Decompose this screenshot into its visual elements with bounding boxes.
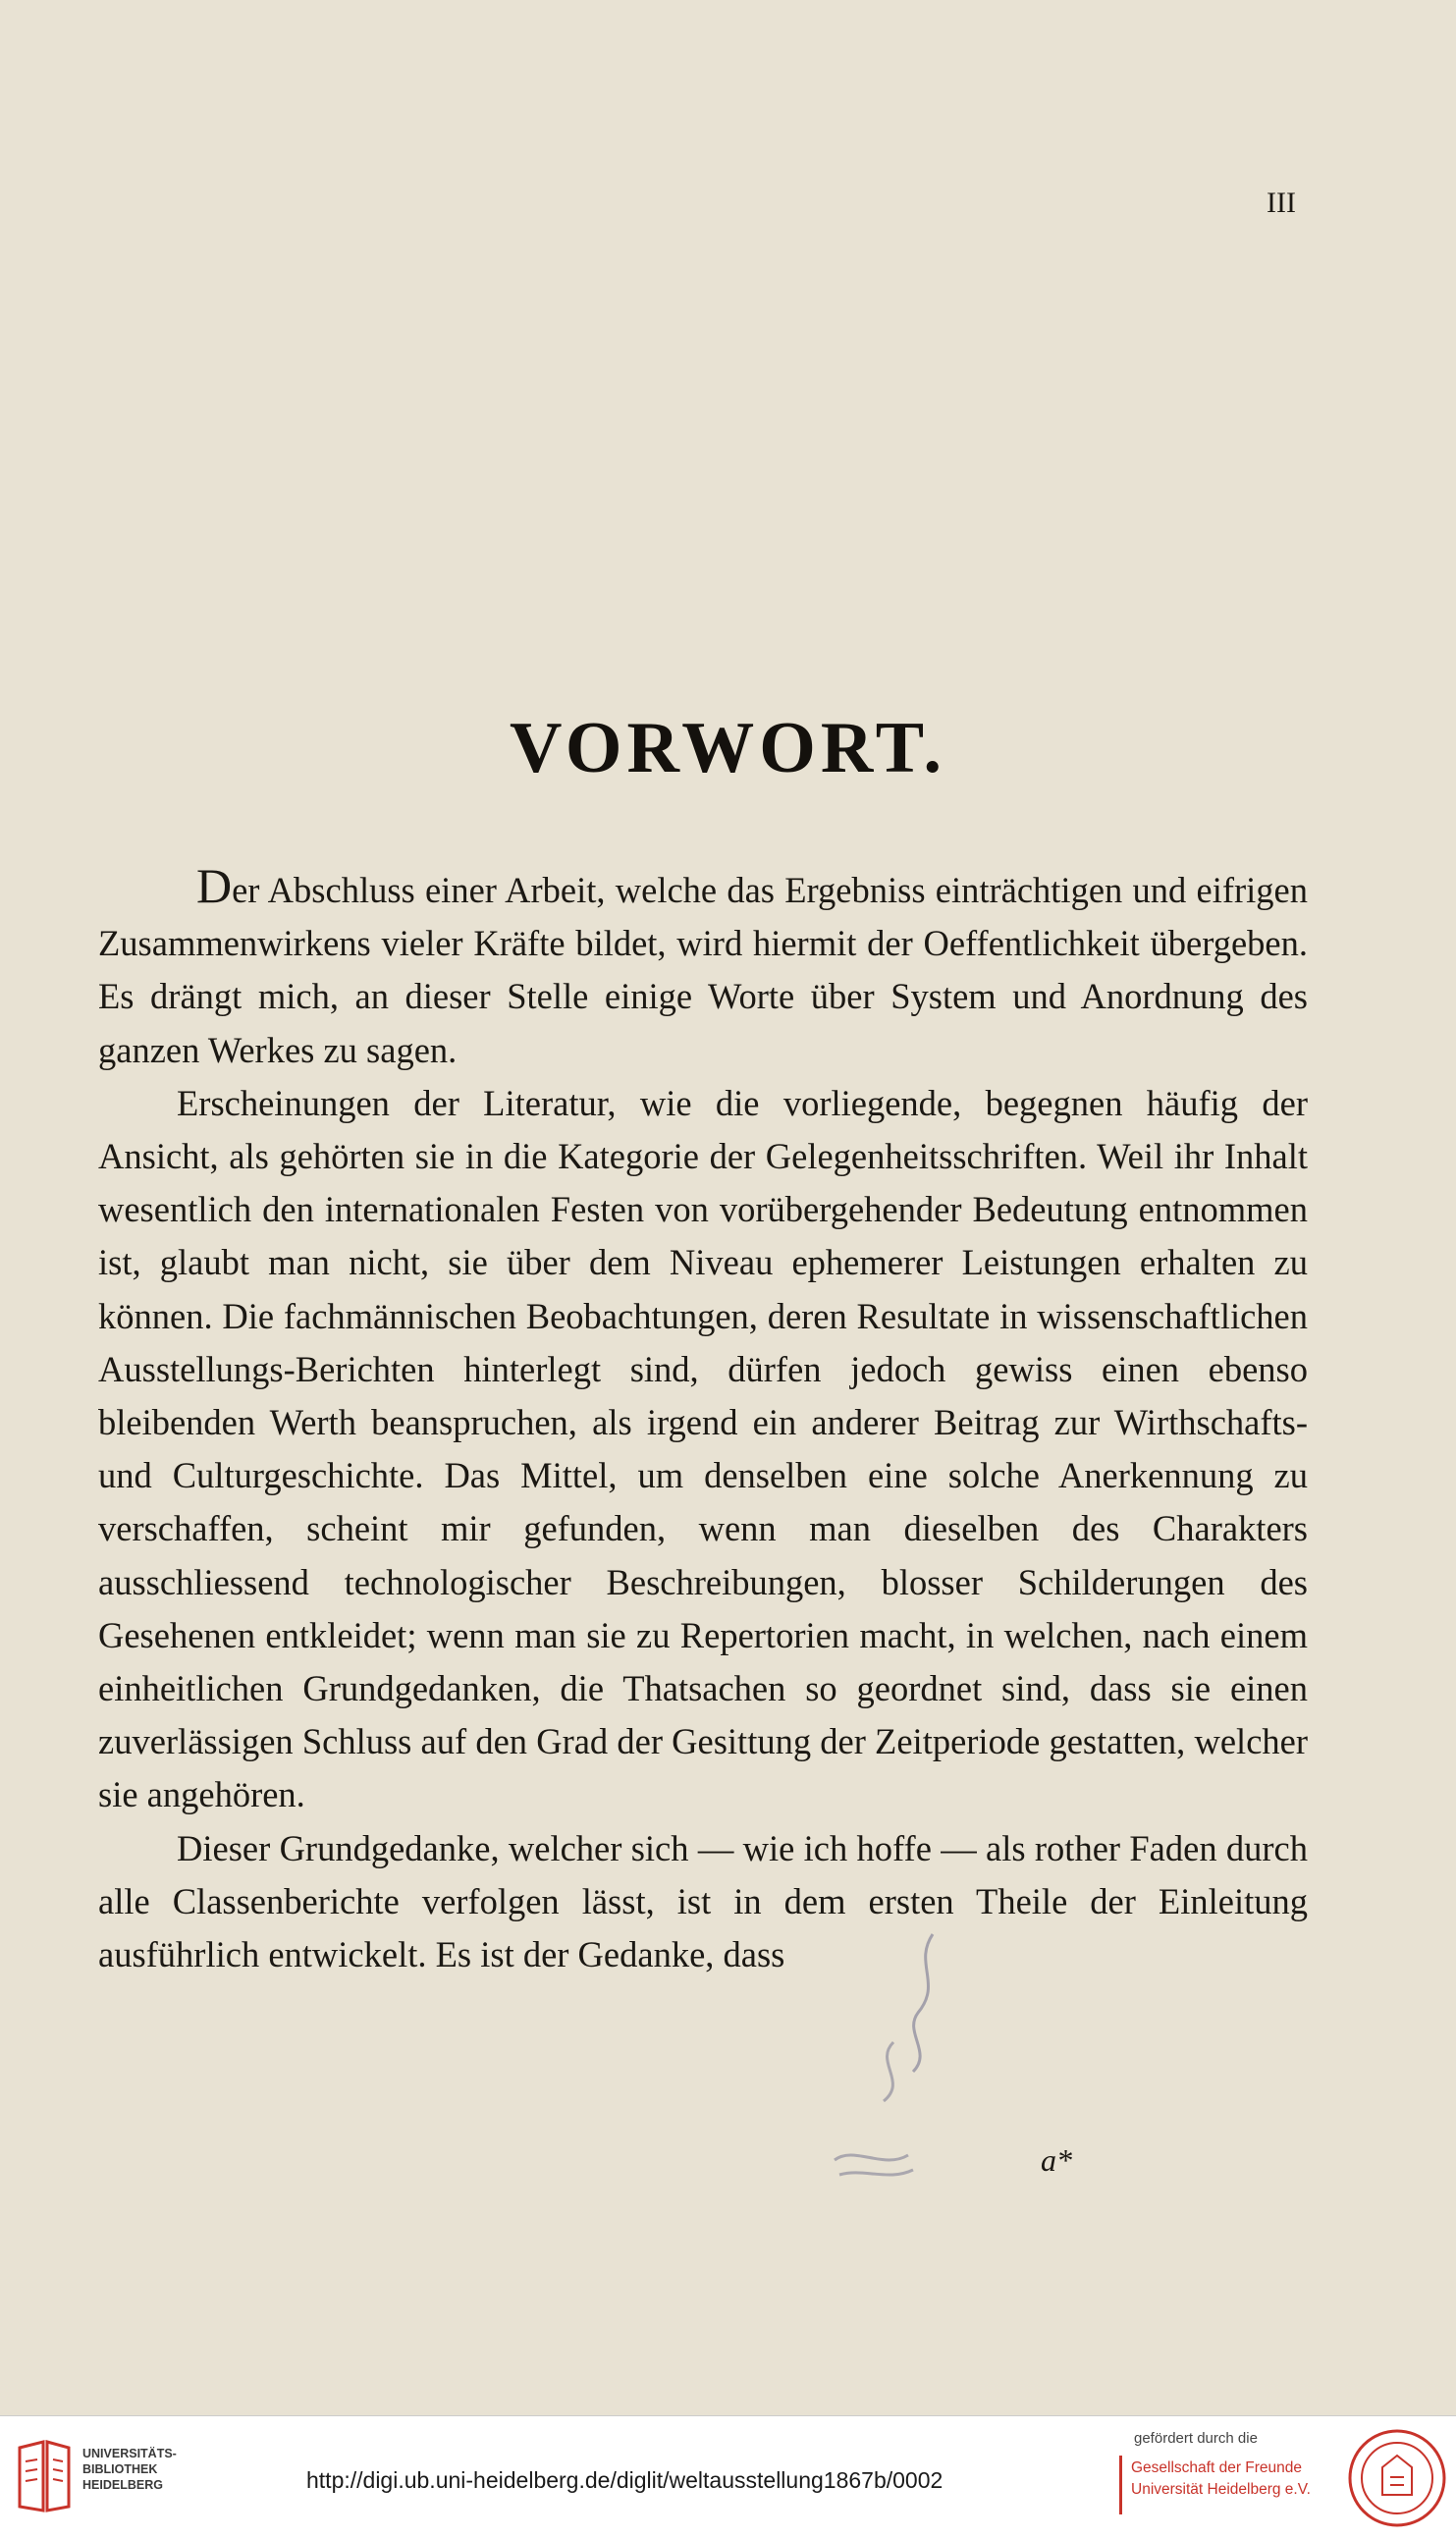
paragraph [98,1822,1308,1982]
handwritten-stamp-mark [815,1924,962,2199]
footer-bar [0,2415,1456,2539]
paragraph [98,1077,1308,1822]
paragraph-text: Erscheinungen der Literatur, wie die vorliegende, begegnen häufig der Ansicht, als gehörten sie in die Kategorie der Gelegenheitsschriften. Weil ihr Inhalt wesentlich den internationalen Festen von vorübergehender Bedeutung entnommen ist, glaubt man nicht, sie über dem Niveau ephemerer Leistungen erhalten zu können. Die fachmännischen Beobachtungen, deren Resultate in wissenschaftlichen Ausstellungs-Berichten hinterlegt sind, dürfen jedoch gewiss einen ebenso bleibenden Werth beanspruchen, als irgend ein anderer Beitrag zur Wirthschafts- und Culturgeschichte. Das Mittel, um denselben eine solche Anerkennung zu verschaffen, scheint mir gefunden, wenn man dieselben des Charakters ausschliessend technologischer Beschreibungen, blosser Schilderungen des Gesehenen entkleidet; wenn man sie zu Repertorien macht, in welchen, nach einem einheitlichen Grundgedanken, die Thatsachen so geordnet sind, dass sie einen zuverlässigen Schluss auf den Grad der Gesittung der Zeitperiode gestatten, welcher sie angehören. [98,1082,1308,1815]
library-name-line: BIBLIOTHEK [82,2462,158,2476]
paragraph-text: Dieser Grundgedanke, welcher sich — wie ich hoffe — als rother Faden durch alle Classenberichte verfolgen lässt, ist in dem ersten Theile der Einleitung ausführlich entwickelt. Es ist der Gedanke, dass [98,1827,1308,1975]
university-library-logo-icon [14,2438,75,2516]
permalink-url[interactable]: http://digi.ub.uni-heidelberg.de/diglit/weltausstellung1867b/0002 [306,2467,944,2493]
drop-initial: D [196,858,233,913]
library-name [82,2446,177,2493]
paragraph-text: er Abschluss einer Arbeit, welche das Ergebniss einträchtigen und eifrigen Zusammenwirkens vieler Kräfte bildet, wird hiermit der Oeffentlichkeit übergeben. Es drängt mich, an dieser Stelle einige Worte über System und Anordnung des ganzen Werkes zu sagen. [98,870,1308,1070]
library-name-line: UNIVERSITÄTS- [82,2447,177,2460]
sponsor-label: gefördert durch die [1134,2430,1258,2447]
page-number: III [1267,187,1296,219]
library-name-line: HEIDELBERG [82,2478,163,2492]
sponsor-name [1131,2458,1311,2501]
body-text [98,858,1308,1981]
sponsor-divider [1119,2456,1122,2514]
page-title: VORWORT. [509,708,947,788]
paragraph [98,858,1308,1077]
university-seal-icon [1347,2428,1447,2528]
signature-mark: a* [1041,2142,1072,2178]
sponsor-name-line: Universität Heidelberg e.V. [1131,2481,1311,2498]
sponsor-name-line: Gesellschaft der Freunde [1131,2459,1303,2476]
